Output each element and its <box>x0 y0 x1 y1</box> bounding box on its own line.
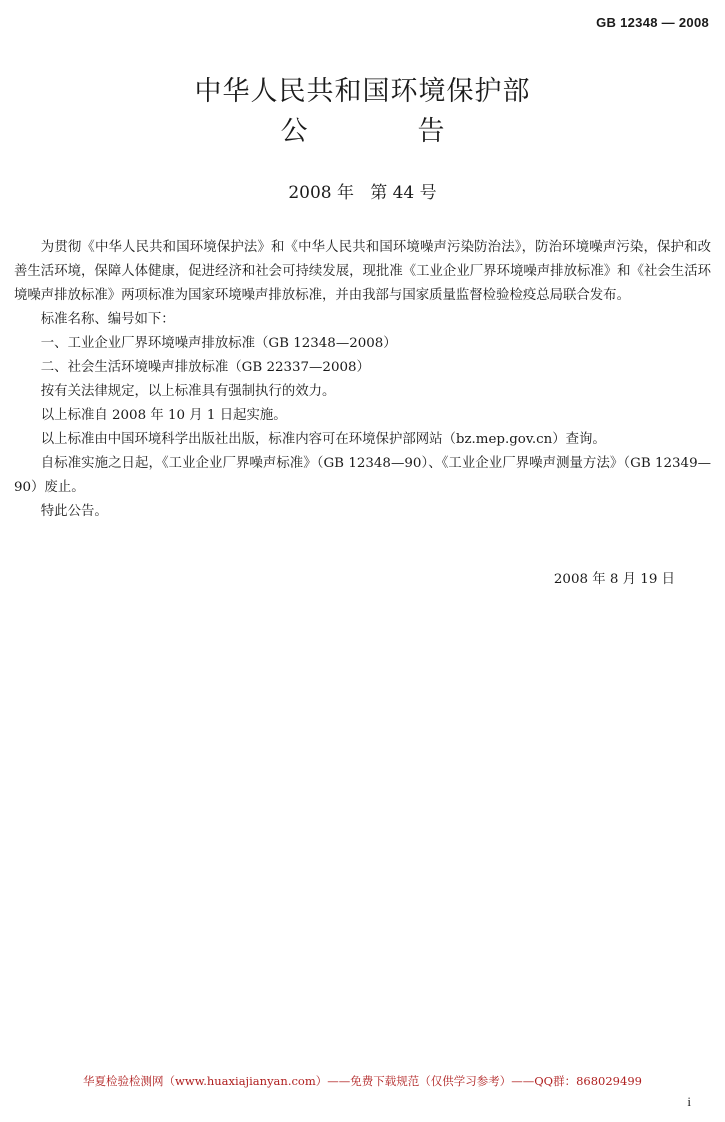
announcement-body <box>14 236 711 524</box>
page-number: i <box>687 1094 691 1109</box>
body-paragraph: 自标准实施之日起，《工业企业厂界噪声标准》（GB 12348—90）、《工业企业厂界噪声测量方法》（GB 12349—90）废止。 <box>14 456 711 495</box>
body-paragraph: 一、工业企业厂界环境噪声排放标准（GB 12348—2008） <box>40 336 397 351</box>
body-paragraph: 标准名称、编号如下： <box>40 312 175 327</box>
issuer-heading: 中华人民共和国环境保护部 <box>194 76 531 107</box>
body-paragraph: 以上标准自 2008 年 10 月 1 日起实施。 <box>40 408 287 423</box>
body-paragraph: 按有关法律规定，以上标准具有强制执行的效力。 <box>40 384 336 399</box>
footer-source-link[interactable]: 华夏检验检测网（www.huaxiajianyan.com）——免费下载规范（仅供学习参考）——QQ群：868029499 <box>83 1074 642 1088</box>
notice-title: 公告 <box>280 116 555 147</box>
standard-code: GB 12348 — 2008 <box>596 15 709 30</box>
body-paragraph: 二、社会生活环境噪声排放标准（GB 22337—2008） <box>40 360 370 375</box>
body-paragraph: 为贯彻《中华人民共和国环境保护法》和《中华人民共和国环境噪声污染防治法》，防治环境噪声污染，保护和改善生活环境，保障人体健康，促进经济和社会可持续发展，现批准《工业企业厂界环境噪声排放标准》和《社会生活环境噪声排放标准》两项标准为国家环境噪声排放标准，并由我部与国家质量监督检验检疫总局联合发布。 <box>14 240 711 303</box>
notice-number: 2008 年 第 44 号 <box>288 183 437 203</box>
announcement-date: 2008 年 8 月 19 日 <box>553 572 675 587</box>
body-paragraph: 特此公告。 <box>40 504 108 519</box>
body-paragraph: 以上标准由中国环境科学出版社出版，标准内容可在环境保护部网站（bz.mep.gov.cn）查询。 <box>40 432 606 447</box>
